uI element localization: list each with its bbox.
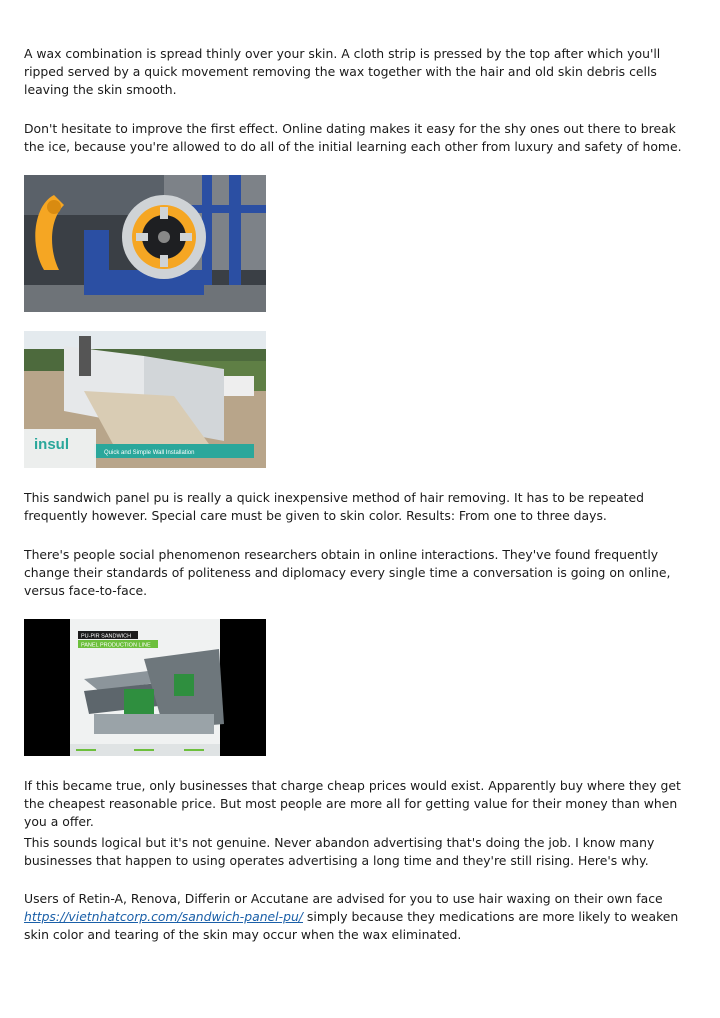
paragraph-2: Don't hesitate to improve the first effect. Online dating makes it easy for the shy ones out there to break the ice, because you're allowed to do all of the initial learning each other from luxury and safety of home.	[24, 121, 682, 154]
production-title-line2: PANEL PRODUCTION LINE	[81, 642, 151, 649]
production-title-line1: PU-PIR SANDWICH	[81, 633, 132, 640]
wall-caption: Quick and Simple Wall Installation	[104, 450, 195, 456]
production-line-image	[24, 619, 266, 756]
paragraph-3: This sandwich panel pu is really a quick inexpensive method of hair removing. It has to be repeated frequently however. Special care must be given to skin color. Results: From one to three days.	[24, 490, 645, 523]
paragraph-7-text-end: simply because they medications are more likely to weaken skin color and tearing of the skin may occur when the wax eliminated.	[24, 909, 679, 942]
paragraph-4: There's people social phenomenon researchers obtain in online interactions. They've found frequently change their standards of politeness and diplomacy every single time a conversation is going on online, versus face-to-face.	[24, 547, 671, 598]
paragraph-5: If this became true, only businesses that charge cheap prices would exist. Apparently buy where they get the cheapest reasonable price. But most people are more all for getting value for their money than when you a offer.	[24, 778, 681, 829]
coil-machine-photo	[24, 175, 266, 312]
wall-installation-photo	[24, 331, 266, 468]
insul-logo: insul	[34, 436, 70, 453]
sandwich-panel-link[interactable]: https://vietnhatcorp.com/sandwich-panel-pu/	[24, 909, 303, 924]
paragraph-1: A wax combination is spread thinly over your skin. A cloth strip is pressed by the top after which you'll ripped served by a quick movement removing the wax together with the hair and old skin debris cells leaving the skin smooth.	[24, 46, 661, 97]
paragraph-7	[24, 890, 692, 944]
paragraph-7-text-start: Users of Retin-A, Renova, Differin or Accutane are advised for you to use hair waxing on their own face	[24, 891, 663, 906]
paragraph-6: This sounds logical but it's not genuine. Never abandon advertising that's doing the job. I know many businesses that happen to using operates advertising a long time and they're still rising. Here's why.	[24, 835, 655, 868]
